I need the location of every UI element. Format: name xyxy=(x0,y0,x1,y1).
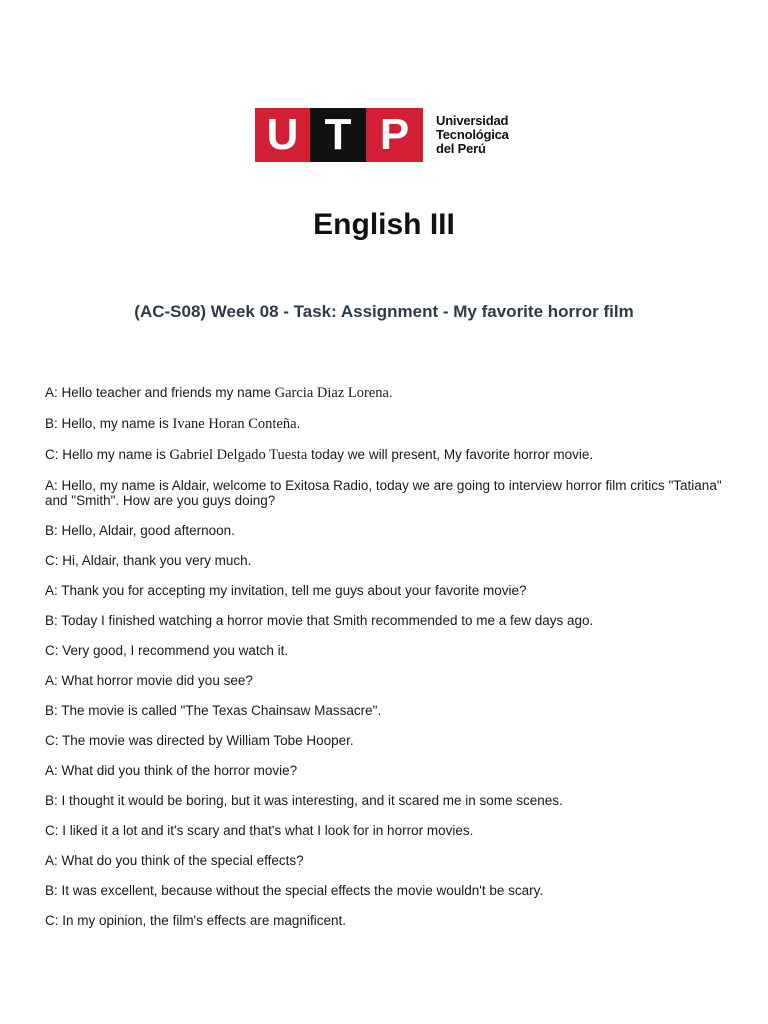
dialogue-line xyxy=(45,416,735,432)
dialogue-line: C: I liked it a lot and it's scary and that's what I look for in horror movies. xyxy=(45,823,474,838)
logo-text-line-1: Universidad xyxy=(436,113,509,128)
dialogue-line: B: Hello, Aldair, good afternoon. xyxy=(45,523,235,538)
line-text: today we will present, My favorite horror movie. xyxy=(307,447,594,462)
dialogue-line: B: Today I finished watching a horror movie that Smith recommended to me a few days ago. xyxy=(45,613,594,628)
student-name: Garcia Diaz Lorena xyxy=(274,385,389,401)
dialogue-line: A: Thank you for accepting my invitation, tell me guys about your favorite movie? xyxy=(45,583,527,598)
student-name: Gabriel Delgado Tuesta xyxy=(169,447,308,463)
logo-letter-u: U xyxy=(255,108,310,162)
logo-letter-p: P xyxy=(366,108,423,162)
line-text: . xyxy=(296,416,301,431)
logo-text-line-3: del Perú xyxy=(436,141,486,156)
line-text: C: Hello my name is xyxy=(45,447,170,462)
dialogue-line: A: What horror movie did you see? xyxy=(45,673,253,688)
dialogue-line xyxy=(45,447,735,463)
dialogue-body xyxy=(45,385,735,943)
dialogue-line: B: It was excellent, because without the special effects the movie wouldn't be scary. xyxy=(45,883,544,898)
logo-letter-t: T xyxy=(310,108,366,162)
document-title: English III xyxy=(313,208,455,241)
line-text: B: Hello, my name is xyxy=(45,416,173,431)
document-subtitle: (AC-S08) Week 08 - Task: Assignment - My favorite horror film xyxy=(134,302,634,321)
dialogue-line: B: I thought it would be boring, but it was interesting, and it scared me in some scenes. xyxy=(45,793,563,808)
line-text: . xyxy=(388,385,393,400)
line-text: A: Hello teacher and friends my name xyxy=(45,385,275,400)
dialogue-line: C: The movie was directed by William Tobe Hooper. xyxy=(45,733,354,748)
dialogue-line: A: What did you think of the horror movie? xyxy=(45,763,298,778)
dialogue-line: C: Very good, I recommend you watch it. xyxy=(45,643,289,658)
dialogue-line: B: The movie is called "The Texas Chainsaw Massacre". xyxy=(45,703,382,718)
logo-text-line-2: Tecnológica xyxy=(436,127,509,142)
dialogue-line: A: Hello, my name is Aldair, welcome to Exitosa Radio, today we are going to interview horror film critics "Tatiana" and "Smith". How are you guys doing? xyxy=(45,478,722,508)
utp-logo xyxy=(255,108,525,164)
dialogue-line xyxy=(45,385,735,401)
logo-university-name xyxy=(436,114,509,156)
student-name: Ivane Horan Conteña xyxy=(172,416,297,432)
dialogue-line: C: Hi, Aldair, thank you very much. xyxy=(45,553,252,568)
dialogue-line: C: In my opinion, the film's effects are magnificent. xyxy=(45,913,346,928)
dialogue-line: A: What do you think of the special effects? xyxy=(45,853,304,868)
